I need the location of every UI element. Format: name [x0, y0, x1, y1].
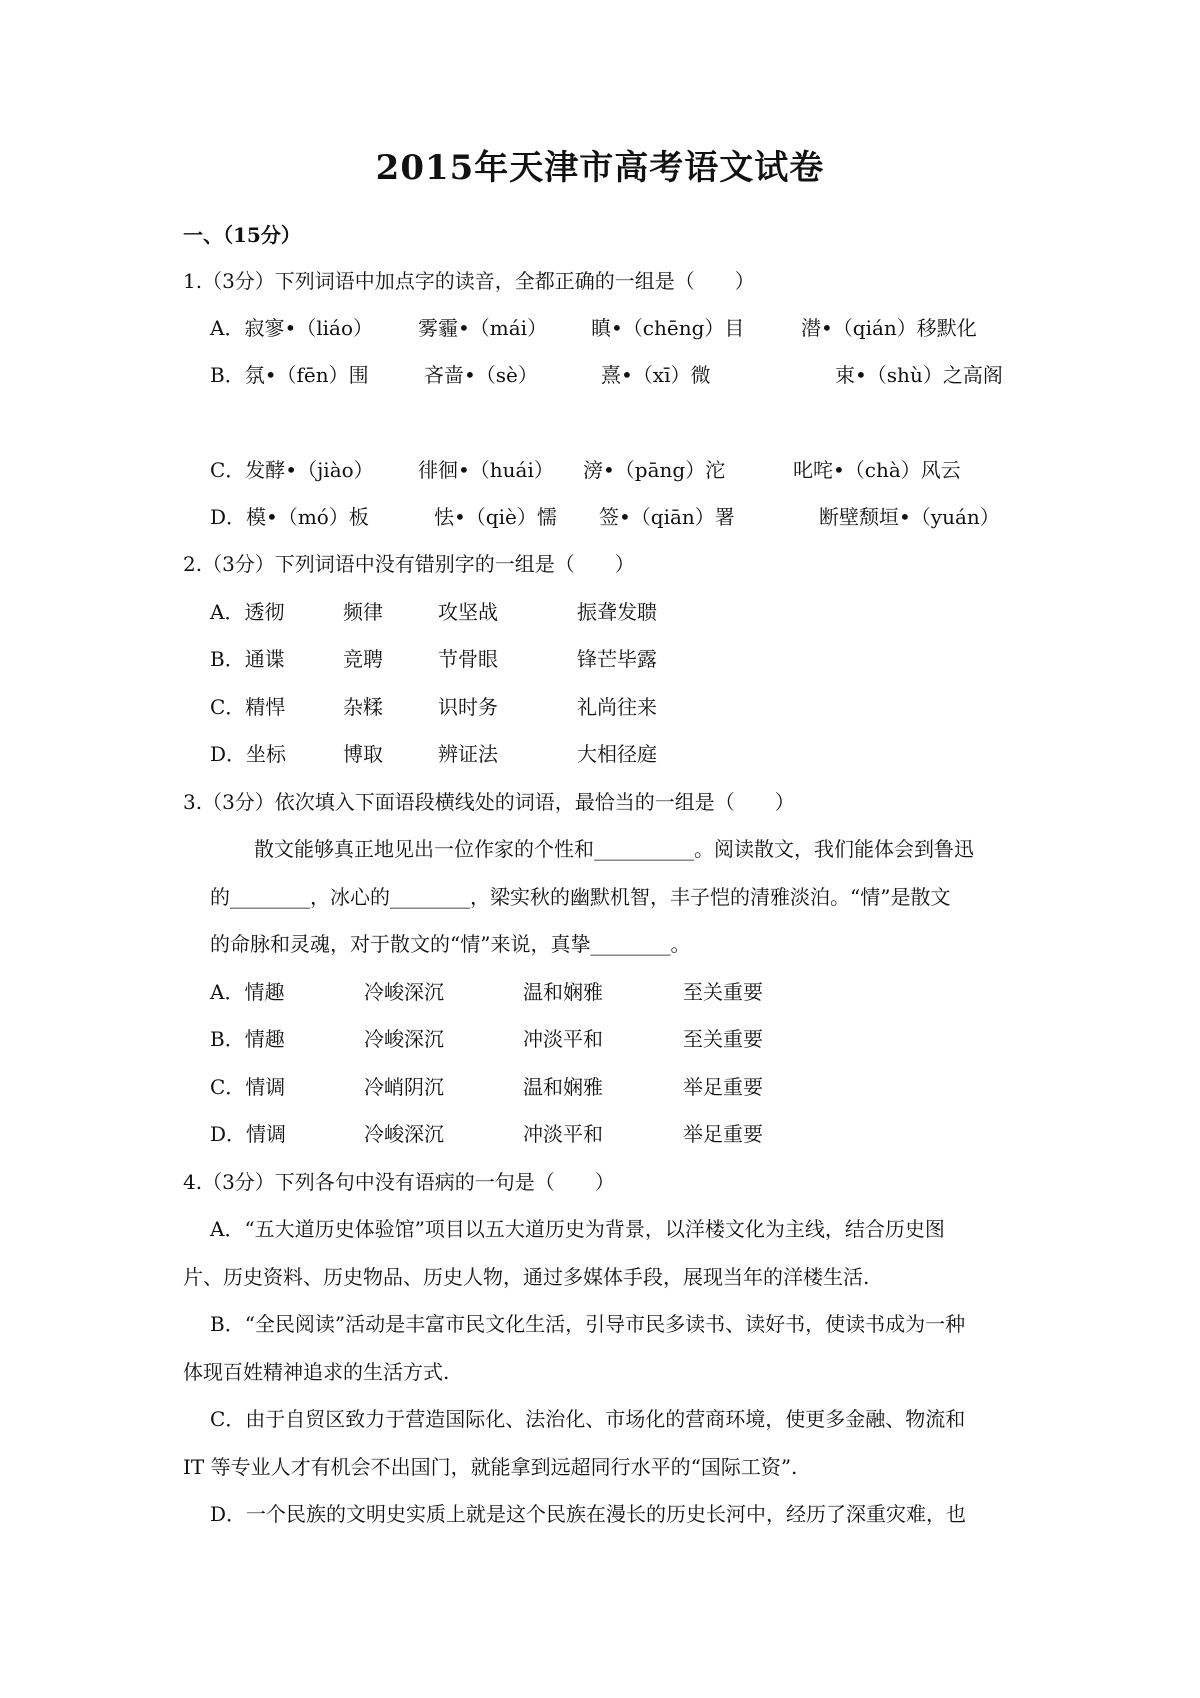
question-3-stem: 3.（3分）依次填入下面语段横线处的词语，最恰当的一组是（ ）	[183, 790, 795, 814]
page-title: 2015年天津市高考语文试卷	[375, 148, 825, 188]
question-4-stem: 4.（3分）下列各句中没有语病的一句是（ ）	[183, 1170, 615, 1194]
question-2-stem: 2.（3分）下列词语中没有错别字的一组是（ ）	[183, 552, 635, 576]
section-heading: 一、（15分）	[183, 223, 301, 247]
question-1-stem: 1.（3分）下列词语中加点字的读音，全都正确的一组是（ ）	[183, 269, 755, 293]
